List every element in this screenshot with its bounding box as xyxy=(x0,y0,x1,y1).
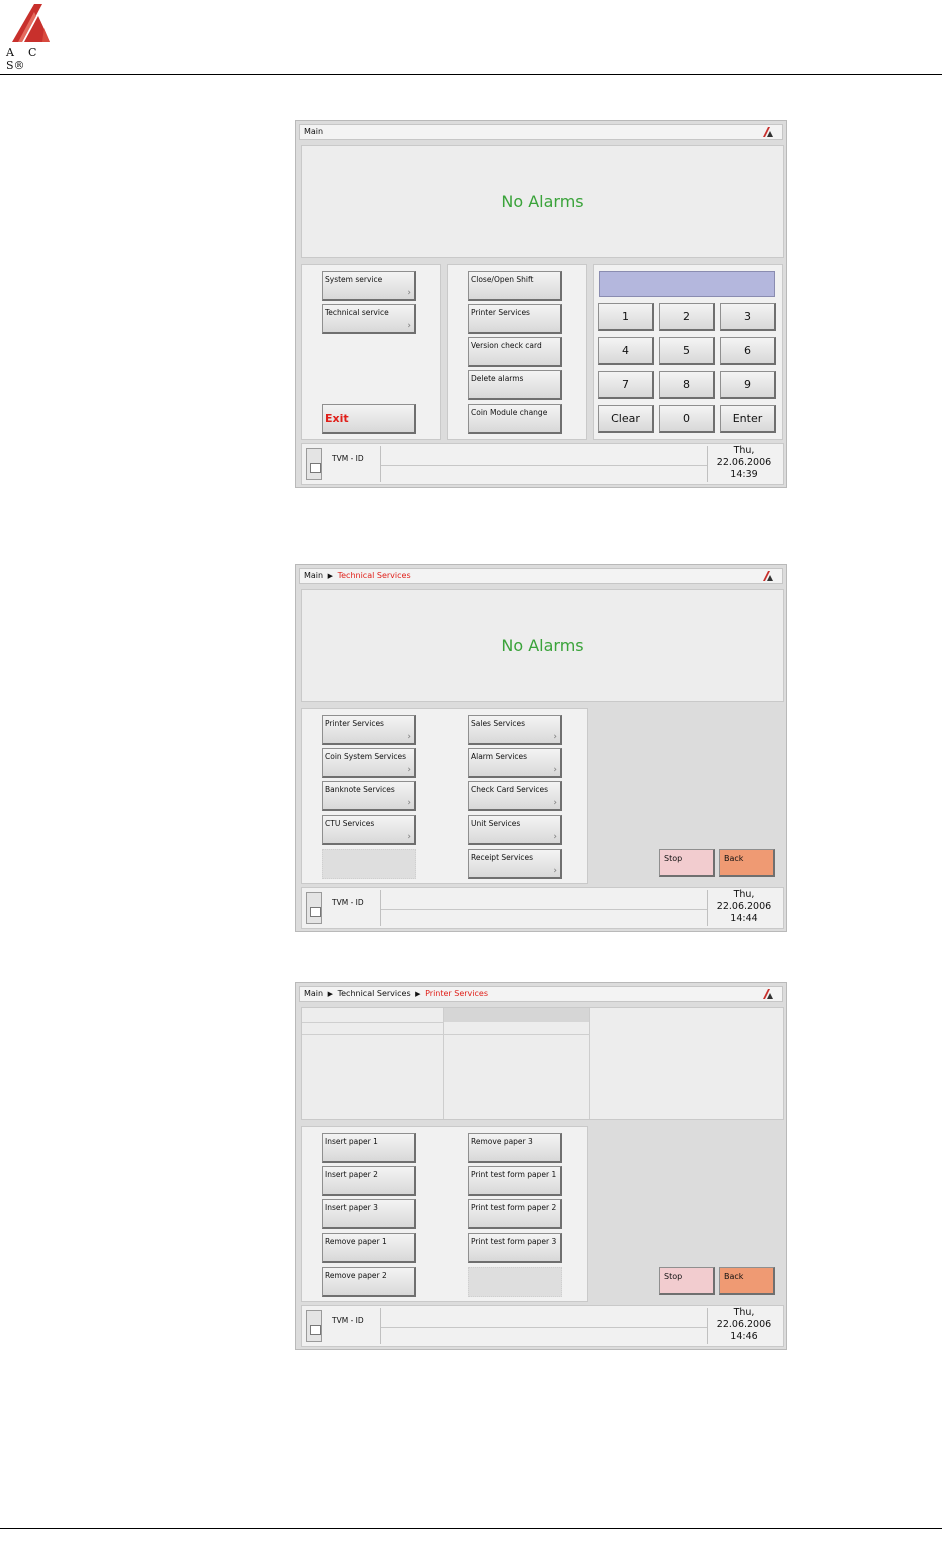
chevron-right-icon: › xyxy=(407,798,411,808)
breadcrumb xyxy=(299,568,783,584)
tvm-id-label: TVM - ID xyxy=(332,454,364,463)
alarm-status: No Alarms xyxy=(501,636,584,655)
chevron-right-icon: › xyxy=(553,832,557,842)
breadcrumb xyxy=(299,124,783,140)
keypad-key-2[interactable]: 2 xyxy=(659,303,715,331)
breadcrumb-arrow-icon: ▶ xyxy=(327,990,334,998)
stop-button[interactable]: Stop xyxy=(659,1267,715,1295)
printer-services-panel xyxy=(301,1126,588,1302)
tvm-id-label: TVM - ID xyxy=(332,898,364,907)
back-button[interactable]: Back xyxy=(719,1267,775,1295)
remove-paper-2-button[interactable]: Remove paper 2 xyxy=(322,1267,416,1297)
service-panel xyxy=(301,264,441,440)
status-bar xyxy=(301,887,784,929)
chevron-right-icon: › xyxy=(407,321,411,331)
close-open-shift-button[interactable]: Close/Open Shift xyxy=(468,271,562,301)
keypad-key-8[interactable]: 8 xyxy=(659,371,715,399)
chevron-right-icon: › xyxy=(407,288,411,298)
receipt-services-button[interactable]: Receipt Services › xyxy=(468,849,562,879)
check-card-services-button[interactable]: Check Card Services › xyxy=(468,781,562,811)
stop-button[interactable]: Stop xyxy=(659,849,715,877)
coin-system-services-button[interactable]: Coin System Services › xyxy=(322,748,416,778)
coin-module-change-button[interactable]: Coin Module change xyxy=(468,404,562,434)
insert-paper-3-button[interactable]: Insert paper 3 xyxy=(322,1199,416,1229)
print-test-form-paper-3-button[interactable]: Print test form paper 3 xyxy=(468,1233,562,1263)
tvm-id-label: TVM - ID xyxy=(332,1316,364,1325)
screen-main xyxy=(295,120,787,488)
acs-logo-icon xyxy=(762,988,776,1001)
print-test-form-paper-2-button[interactable]: Print test form paper 2 xyxy=(468,1199,562,1229)
ctu-services-button[interactable]: CTU Services › xyxy=(322,815,416,845)
keypad-key-7[interactable]: 7 xyxy=(598,371,654,399)
status-bar xyxy=(301,1305,784,1347)
date-time: Thu, 22.06.2006 14:46 xyxy=(716,1307,772,1342)
keypad-enter-button[interactable]: Enter xyxy=(720,405,776,433)
system-service-button[interactable]: System service › xyxy=(322,271,416,301)
printer-services-button[interactable]: Printer Services xyxy=(468,304,562,334)
sales-services-button[interactable]: Sales Services › xyxy=(468,715,562,745)
back-button[interactable]: Back xyxy=(719,849,775,877)
printer-status-column-2 xyxy=(444,1008,590,1119)
keypad-key-5[interactable]: 5 xyxy=(659,337,715,365)
screen-printer-services xyxy=(295,982,787,1350)
technical-services-panel xyxy=(301,708,588,884)
remove-paper-3-button[interactable]: Remove paper 3 xyxy=(468,1133,562,1163)
exit-button[interactable]: Exit xyxy=(322,404,416,434)
breadcrumb-root: Main xyxy=(304,127,324,136)
acs-logo-icon xyxy=(762,126,776,139)
status-message-area xyxy=(380,446,708,482)
breadcrumb-root: Main xyxy=(304,989,324,998)
keypad-key-3[interactable]: 3 xyxy=(720,303,776,331)
breadcrumb-current: Printer Services xyxy=(425,989,488,998)
delete-alarms-button[interactable]: Delete alarms xyxy=(468,370,562,400)
chevron-right-icon: › xyxy=(407,732,411,742)
banknote-services-button[interactable]: Banknote Services › xyxy=(322,781,416,811)
breadcrumb-root: Main xyxy=(304,571,324,580)
breadcrumb xyxy=(299,986,783,1002)
chevron-right-icon: › xyxy=(553,765,557,775)
status-message-area xyxy=(380,1308,708,1344)
terminal-icon xyxy=(306,1310,322,1342)
breadcrumb-arrow-icon: ▶ xyxy=(327,572,334,580)
printer-status-column-1 xyxy=(302,1008,444,1119)
breadcrumb-item: Technical Services xyxy=(337,989,411,998)
terminal-icon xyxy=(306,892,322,924)
printer-status-panel xyxy=(301,1007,784,1120)
insert-paper-2-button[interactable]: Insert paper 2 xyxy=(322,1166,416,1196)
remove-paper-1-button[interactable]: Remove paper 1 xyxy=(322,1233,416,1263)
alarm-status: No Alarms xyxy=(501,192,584,211)
numeric-display[interactable] xyxy=(599,271,775,297)
keypad-key-4[interactable]: 4 xyxy=(598,337,654,365)
footer-divider xyxy=(0,1528,942,1529)
status-bar xyxy=(301,443,784,485)
status-message-area xyxy=(380,890,708,926)
keypad-panel xyxy=(593,264,783,440)
breadcrumb-arrow-icon: ▶ xyxy=(415,990,421,998)
technical-service-button[interactable]: Technical service › xyxy=(322,304,416,334)
alarm-panel xyxy=(301,589,784,702)
alarm-services-button[interactable]: Alarm Services › xyxy=(468,748,562,778)
date-time: Thu, 22.06.2006 14:39 xyxy=(716,445,772,480)
keypad-key-9[interactable]: 9 xyxy=(720,371,776,399)
keypad-clear-button[interactable]: Clear xyxy=(598,405,654,433)
terminal-icon xyxy=(306,448,322,480)
logo-wordmark: A CS® xyxy=(6,46,37,72)
screen-technical-services xyxy=(295,564,787,932)
acs-logo-icon xyxy=(762,570,776,583)
chevron-right-icon: › xyxy=(407,765,411,775)
date-time: Thu, 22.06.2006 14:44 xyxy=(716,889,772,924)
breadcrumb-current: Technical Services xyxy=(337,571,411,580)
keypad-key-1[interactable]: 1 xyxy=(598,303,654,331)
printer-services-button[interactable]: Printer Services › xyxy=(322,715,416,745)
empty-slot-button xyxy=(468,1267,562,1297)
empty-slot-button xyxy=(322,849,416,879)
chevron-right-icon: › xyxy=(553,732,557,742)
keypad-key-6[interactable]: 6 xyxy=(720,337,776,365)
version-check-card-button[interactable]: Version check card xyxy=(468,337,562,367)
insert-paper-1-button[interactable]: Insert paper 1 xyxy=(322,1133,416,1163)
alarm-panel xyxy=(301,145,784,258)
unit-services-button[interactable]: Unit Services › xyxy=(468,815,562,845)
chevron-right-icon: › xyxy=(553,798,557,808)
chevron-right-icon: › xyxy=(407,832,411,842)
keypad-key-0[interactable]: 0 xyxy=(659,405,715,433)
shift-panel xyxy=(447,264,587,440)
print-test-form-paper-1-button[interactable]: Print test form paper 1 xyxy=(468,1166,562,1196)
header-divider xyxy=(0,74,942,75)
chevron-right-icon: › xyxy=(553,866,557,876)
